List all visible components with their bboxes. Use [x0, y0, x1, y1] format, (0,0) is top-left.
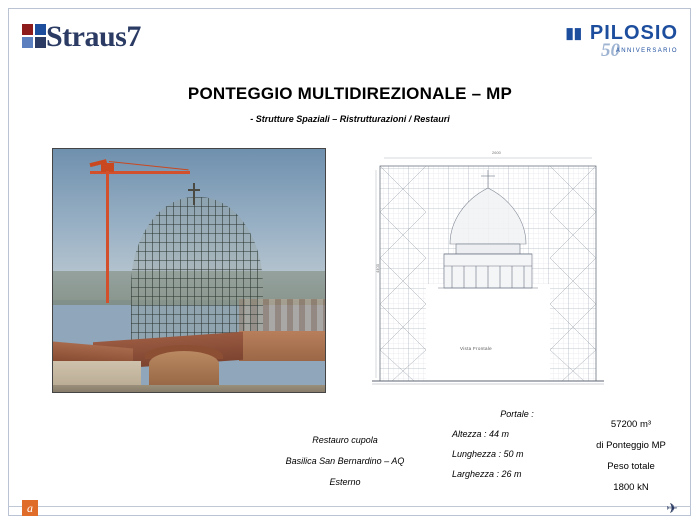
- technical-drawing: [368, 148, 608, 396]
- photo-ground: [53, 385, 325, 393]
- scaffolded-dome-photo: [52, 148, 326, 393]
- straus7-logo: [22, 22, 152, 58]
- pilosio-anniversary-label: ANNIVERSARIO: [615, 48, 678, 54]
- caption-left-line-1: Restauro cupola: [312, 435, 378, 445]
- portal-spec-heading: Portale :: [500, 409, 534, 419]
- caption-left-line-3: Esterno: [329, 477, 361, 487]
- page-title: PONTEGGIO MULTIDIREZIONALE – MP: [187, 84, 513, 103]
- straus-square-3: [22, 37, 33, 48]
- pilosio-wordmark: PILOSIO: [589, 22, 678, 44]
- straus-square-1: [22, 24, 33, 35]
- straus-square-4: [35, 37, 46, 48]
- page-subtitle: - Strutture Spaziali – Ristrutturazioni / Restauri: [250, 114, 450, 124]
- pilosio-logo: [548, 22, 678, 62]
- drawing-svg: [368, 148, 608, 396]
- footer-divider: [9, 506, 691, 507]
- total-weight: 1800 kN: [613, 482, 649, 493]
- crane-mast: [106, 171, 109, 303]
- straus7-wordmark: Straus7: [46, 20, 141, 53]
- photo-right-building: [239, 331, 325, 361]
- straus-square-2: [35, 24, 46, 35]
- airplane-icon: ✈: [666, 500, 678, 516]
- dome-spire: [193, 183, 195, 205]
- total-volume-label: di Ponteggio MP: [596, 440, 666, 451]
- footer-logo-mark: a: [22, 500, 38, 516]
- total-volume: 57200 m³: [610, 419, 652, 430]
- portal-spec-height: Altezza : 44 m: [452, 429, 510, 439]
- pilosio-anniversary-number: 50: [601, 40, 620, 61]
- pilosio-symbol-icon: ▮▮: [565, 25, 582, 42]
- caption-left-line-2: Basilica San Bernardino – AQ: [285, 456, 405, 466]
- drawing-horizontal-dimension: 2600: [492, 150, 501, 155]
- totals-block: [576, 414, 686, 498]
- drawing-caption: Vista Frontale: [460, 346, 492, 351]
- portal-spec-width: Larghezza : 26 m: [452, 469, 522, 479]
- portal-spec-block: [452, 404, 582, 484]
- photo-caption-block: [250, 430, 440, 493]
- drawing-vertical-dimension: 4400: [374, 264, 380, 273]
- total-weight-label: Peso totale: [607, 461, 655, 472]
- dome-cross-icon: [188, 189, 200, 191]
- portal-spec-length: Lunghezza : 50 m: [452, 449, 524, 459]
